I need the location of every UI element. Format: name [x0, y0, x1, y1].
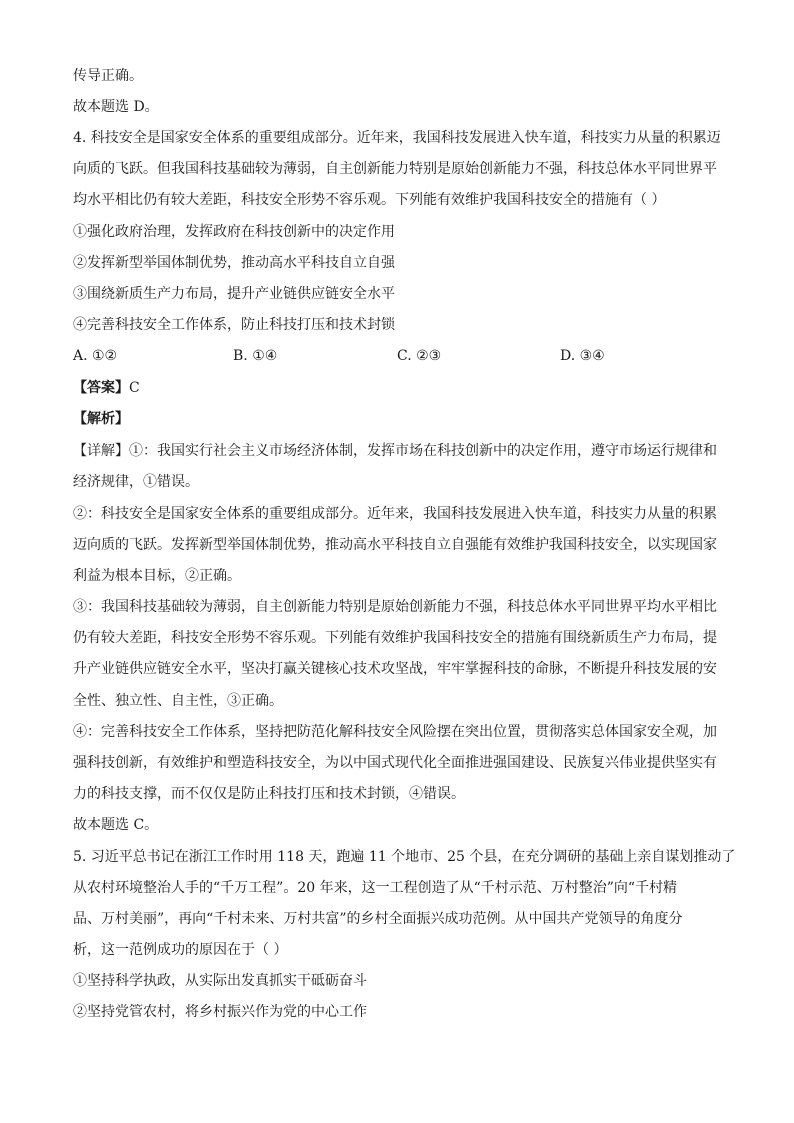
q4-option-a: A. ①② — [73, 348, 118, 364]
q4-detail-line: 升产业链供应链安全水平，坚决打赢关键核心技术攻坚战，牢牢掌握科技的命脉，不断提升科技发展的安 — [73, 661, 717, 677]
answer-value: C — [129, 380, 140, 396]
q4-option-b: B. ①④ — [233, 348, 278, 364]
q4-options — [73, 346, 733, 366]
q4-detail-line: 利益为根本目标，②正确。 — [73, 568, 241, 584]
q4-option-d: D. ③④ — [560, 348, 605, 364]
q4-analysis-tag — [73, 409, 733, 429]
q5-stem-line-3: 品、万村美丽”，再向“千村未来、万村共富”的乡村全面振兴成功范例。从中国共产党领导的角度分 — [73, 911, 683, 927]
q4-statement-2: ②发挥新型举国体制优势，推动高水平科技自立自强 — [73, 255, 395, 271]
q5-stem-line-1: 5. 习近平总书记在浙江工作时用 118 天，跑遍 11 个地市、25 个县，在充分调研的基础上亲自谋划推动了 — [73, 849, 736, 865]
q4-detail-line: 仍有较大差距，科技安全形势不容乐观。下列能有效维护我国科技安全的措施有围绕新质生产力布局，提 — [73, 630, 717, 646]
q4-stem-line-3: 均水平相比仍有较大差距，科技安全形势不容乐观。下列能有效维护我国科技安全的措施有（ ） — [73, 192, 666, 208]
q5-stem-line-4: 析，这一范例成功的原因在于（ ） — [73, 942, 288, 958]
q4-answer — [73, 378, 733, 398]
analysis-tag: 【解析】 — [73, 411, 129, 427]
q3-tail-line: 传导正确。 — [73, 68, 143, 84]
q4-detail-line: ②：科技安全是国家安全体系的重要组成部分。近年来，我国科技发展进入快车道，科技实力从量的积累 — [73, 506, 717, 522]
q4-detail-line: 全性、独立性、自主性，③正确。 — [73, 693, 283, 709]
q4-detail-line: 迈向质的飞跃。发挥新型举国体制优势，推动高水平科技自立自强能有效维护我国科技安全，以实现国家 — [73, 537, 717, 553]
q4-detail-line: 【详解】①：我国实行社会主义市场经济体制，发挥市场在科技创新中的决定作用，遵守市场运行规律和 — [73, 443, 717, 459]
q4-conclusion: 故本题选 C。 — [73, 817, 159, 833]
answer-tag: 【答案】 — [73, 380, 129, 396]
q4-statement-3: ③围绕新质生产力布局，提升产业链供应链安全水平 — [73, 286, 395, 302]
q4-stem-line-2: 向质的飞跃。但我国科技基础较为薄弱，自主创新能力特别是原始创新能力不强，科技总体水平同世界平 — [73, 161, 717, 177]
q4-option-c: C. ②③ — [397, 348, 442, 364]
q3-conclusion: 故本题选 D。 — [73, 99, 159, 115]
q5-statement-2: ②坚持党管农村，将乡村振兴作为党的中心工作 — [73, 1004, 367, 1020]
q4-detail-line: ④：完善科技安全工作体系，坚持把防范化解科技安全风险摆在突出位置，贯彻落实总体国家安全观，加 — [73, 724, 717, 740]
q4-statement-1: ①强化政府治理，发挥政府在科技创新中的决定作用 — [73, 224, 395, 240]
q4-detail-line: 力的科技支撑，而不仅仅是防止科技打压和技术封锁，④错误。 — [73, 786, 465, 802]
q4-detail-line: ③：我国科技基础较为薄弱，自主创新能力特别是原始创新能力不强，科技总体水平同世界平均水平相比 — [73, 599, 717, 615]
q4-detail-line: 经济规律，①错误。 — [73, 474, 199, 490]
q4-stem-line-1: 4. 科技安全是国家安全体系的重要组成部分。近年来，我国科技发展进入快车道，科技实力从量的积累迈 — [73, 130, 721, 146]
q4-detail-line: 强科技创新，有效维护和塑造科技安全，为以中国式现代化全面推进强国建设、民族复兴伟业提供坚实有 — [73, 755, 717, 771]
q5-stem-line-2: 从农村环境整治人手的“千万工程”。20 年来，这一工程创造了从“千村示范、万村整治”向“千村精 — [73, 880, 678, 896]
q4-statement-4: ④完善科技安全工作体系，防止科技打压和技术封锁 — [73, 317, 395, 333]
q5-statement-1: ①坚持科学执政，从实际出发真抓实干砥砺奋斗 — [73, 973, 367, 989]
